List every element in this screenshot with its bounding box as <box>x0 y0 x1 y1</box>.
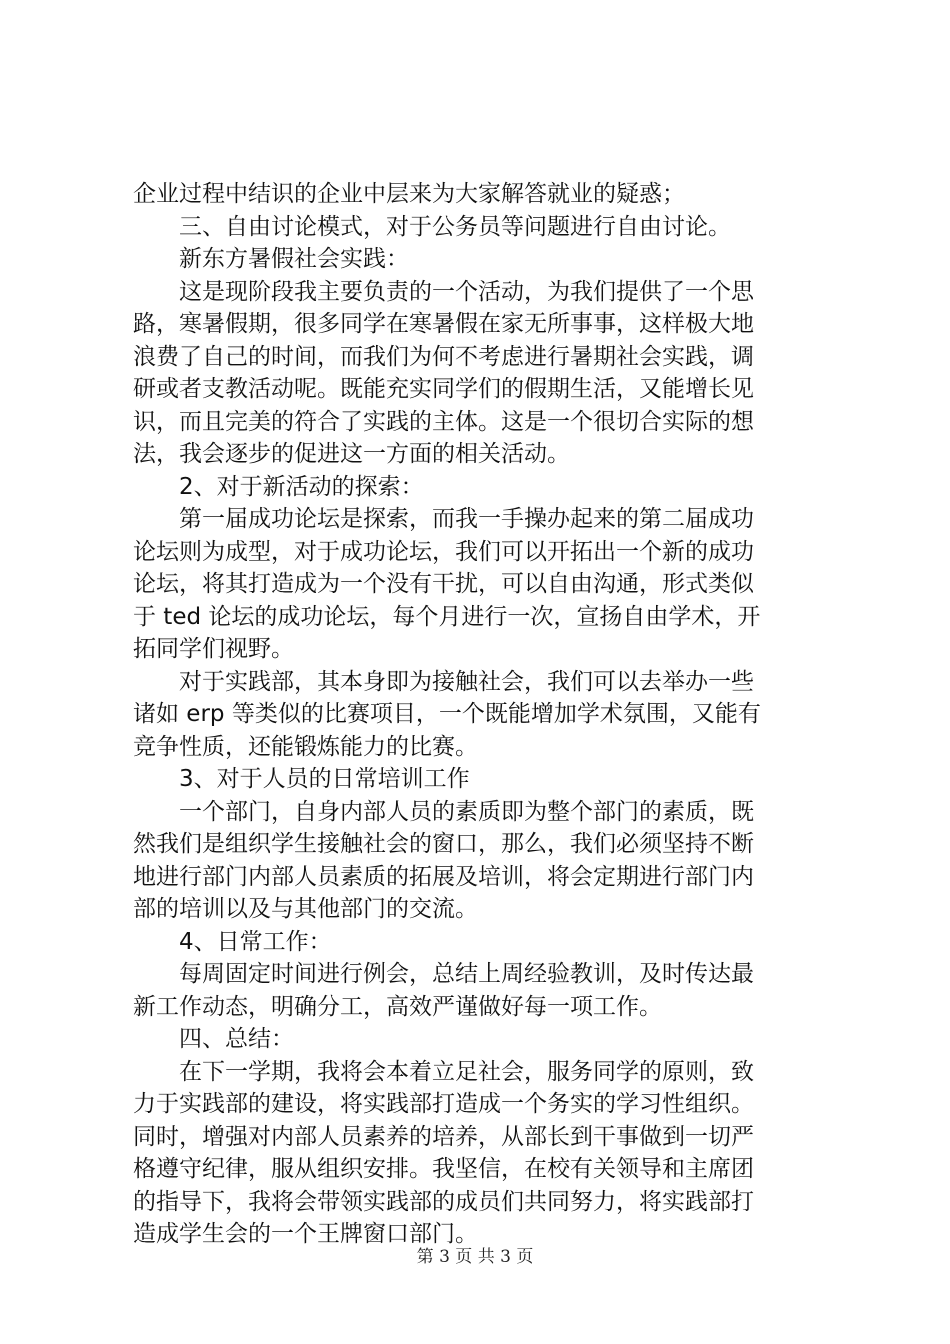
text-line: 2、对于新活动的探索： <box>179 473 424 500</box>
text-line: 第一届成功论坛是探索，而我一手操办起来的第二届成功 <box>179 506 754 532</box>
text-line: 造成学生会的一个王牌窗口部门。 <box>133 1221 478 1247</box>
text-line: 的指导下，我将会带领实践部的成员们共同努力，将实践部打 <box>133 1188 754 1215</box>
text-line: 三、自由讨论模式，对于公务员等问题进行自由讨论。 <box>179 213 731 240</box>
text-line: 法，我会逐步的促进这一方面的相关活动。 <box>133 441 570 467</box>
text-line: 新东方暑假社会实践： <box>179 246 409 272</box>
text-line: 力于实践部的建设，将实践部打造成一个务实的学习性组织。 <box>133 1091 754 1117</box>
text-line: 格遵守纪律，服从组织安排。我坚信，在校有关领导和主席团 <box>133 1156 754 1182</box>
text-line: 竞争性质，还能锻炼能力的比赛。 <box>133 733 478 760</box>
text-line: 对于实践部，其本身即为接触社会，我们可以去举办一些 <box>179 668 754 695</box>
text-line: 地进行部门内部人员素质的拓展及培训，将会定期进行部门内 <box>133 863 754 890</box>
text-line: 路，寒暑假期，很多同学在寒暑假在家无所事事，这样极大地 <box>133 311 754 337</box>
page-number-footer: 第 3 页 共 3 页 <box>416 1247 534 1267</box>
document-body <box>133 178 833 1251</box>
text-line: 四、总结： <box>179 1026 294 1052</box>
text-line: 论坛则为成型，对于成功论坛，我们可以开拓出一个新的成功 <box>133 538 754 565</box>
text-line: 新工作动态，明确分工，高效严谨做好每一项工作。 <box>133 993 662 1020</box>
text-line: 一个部门，自身内部人员的素质即为整个部门的素质，既 <box>179 798 754 825</box>
text-line: 拓同学们视野。 <box>133 636 294 662</box>
text-line: 这是现阶段我主要负责的一个活动，为我们提供了一个思 <box>179 278 754 305</box>
text-line: 论坛，将其打造成为一个没有干扰，可以自由沟通，形式类似 <box>133 571 754 597</box>
text-line: 识，而且完美的符合了实践的主体。这是一个很切合实际的想 <box>133 408 754 435</box>
text-line: 然我们是组织学生接触社会的窗口，那么，我们必须坚持不断 <box>133 831 754 857</box>
text-line: 部的培训以及与其他部门的交流。 <box>133 896 478 922</box>
text-line: 在下一学期，我将会本着立足社会，服务同学的原则，致 <box>179 1058 754 1085</box>
text-line: 企业过程中结识的企业中层来为大家解答就业的疑惑； <box>133 181 685 207</box>
text-line: 诸如 erp 等类似的比赛项目，一个既能增加学术氛围，又能有 <box>133 701 761 727</box>
text-line: 3、对于人员的日常培训工作 <box>179 766 470 792</box>
text-line: 研或者支教活动呢。既能充实同学们的假期生活，又能增长见 <box>133 376 754 402</box>
text-line: 同时，增强对内部人员素养的培养，从部长到干事做到一切严 <box>133 1123 754 1150</box>
text-line: 浪费了自己的时间，而我们为何不考虑进行暑期社会实践，调 <box>133 343 754 370</box>
text-line: 4、日常工作： <box>179 928 332 955</box>
text-line: 于 ted 论坛的成功论坛，每个月进行一次，宣扬自由学术，开 <box>133 603 761 630</box>
text-line: 每周固定时间进行例会，总结上周经验教训，及时传达最 <box>179 961 754 987</box>
